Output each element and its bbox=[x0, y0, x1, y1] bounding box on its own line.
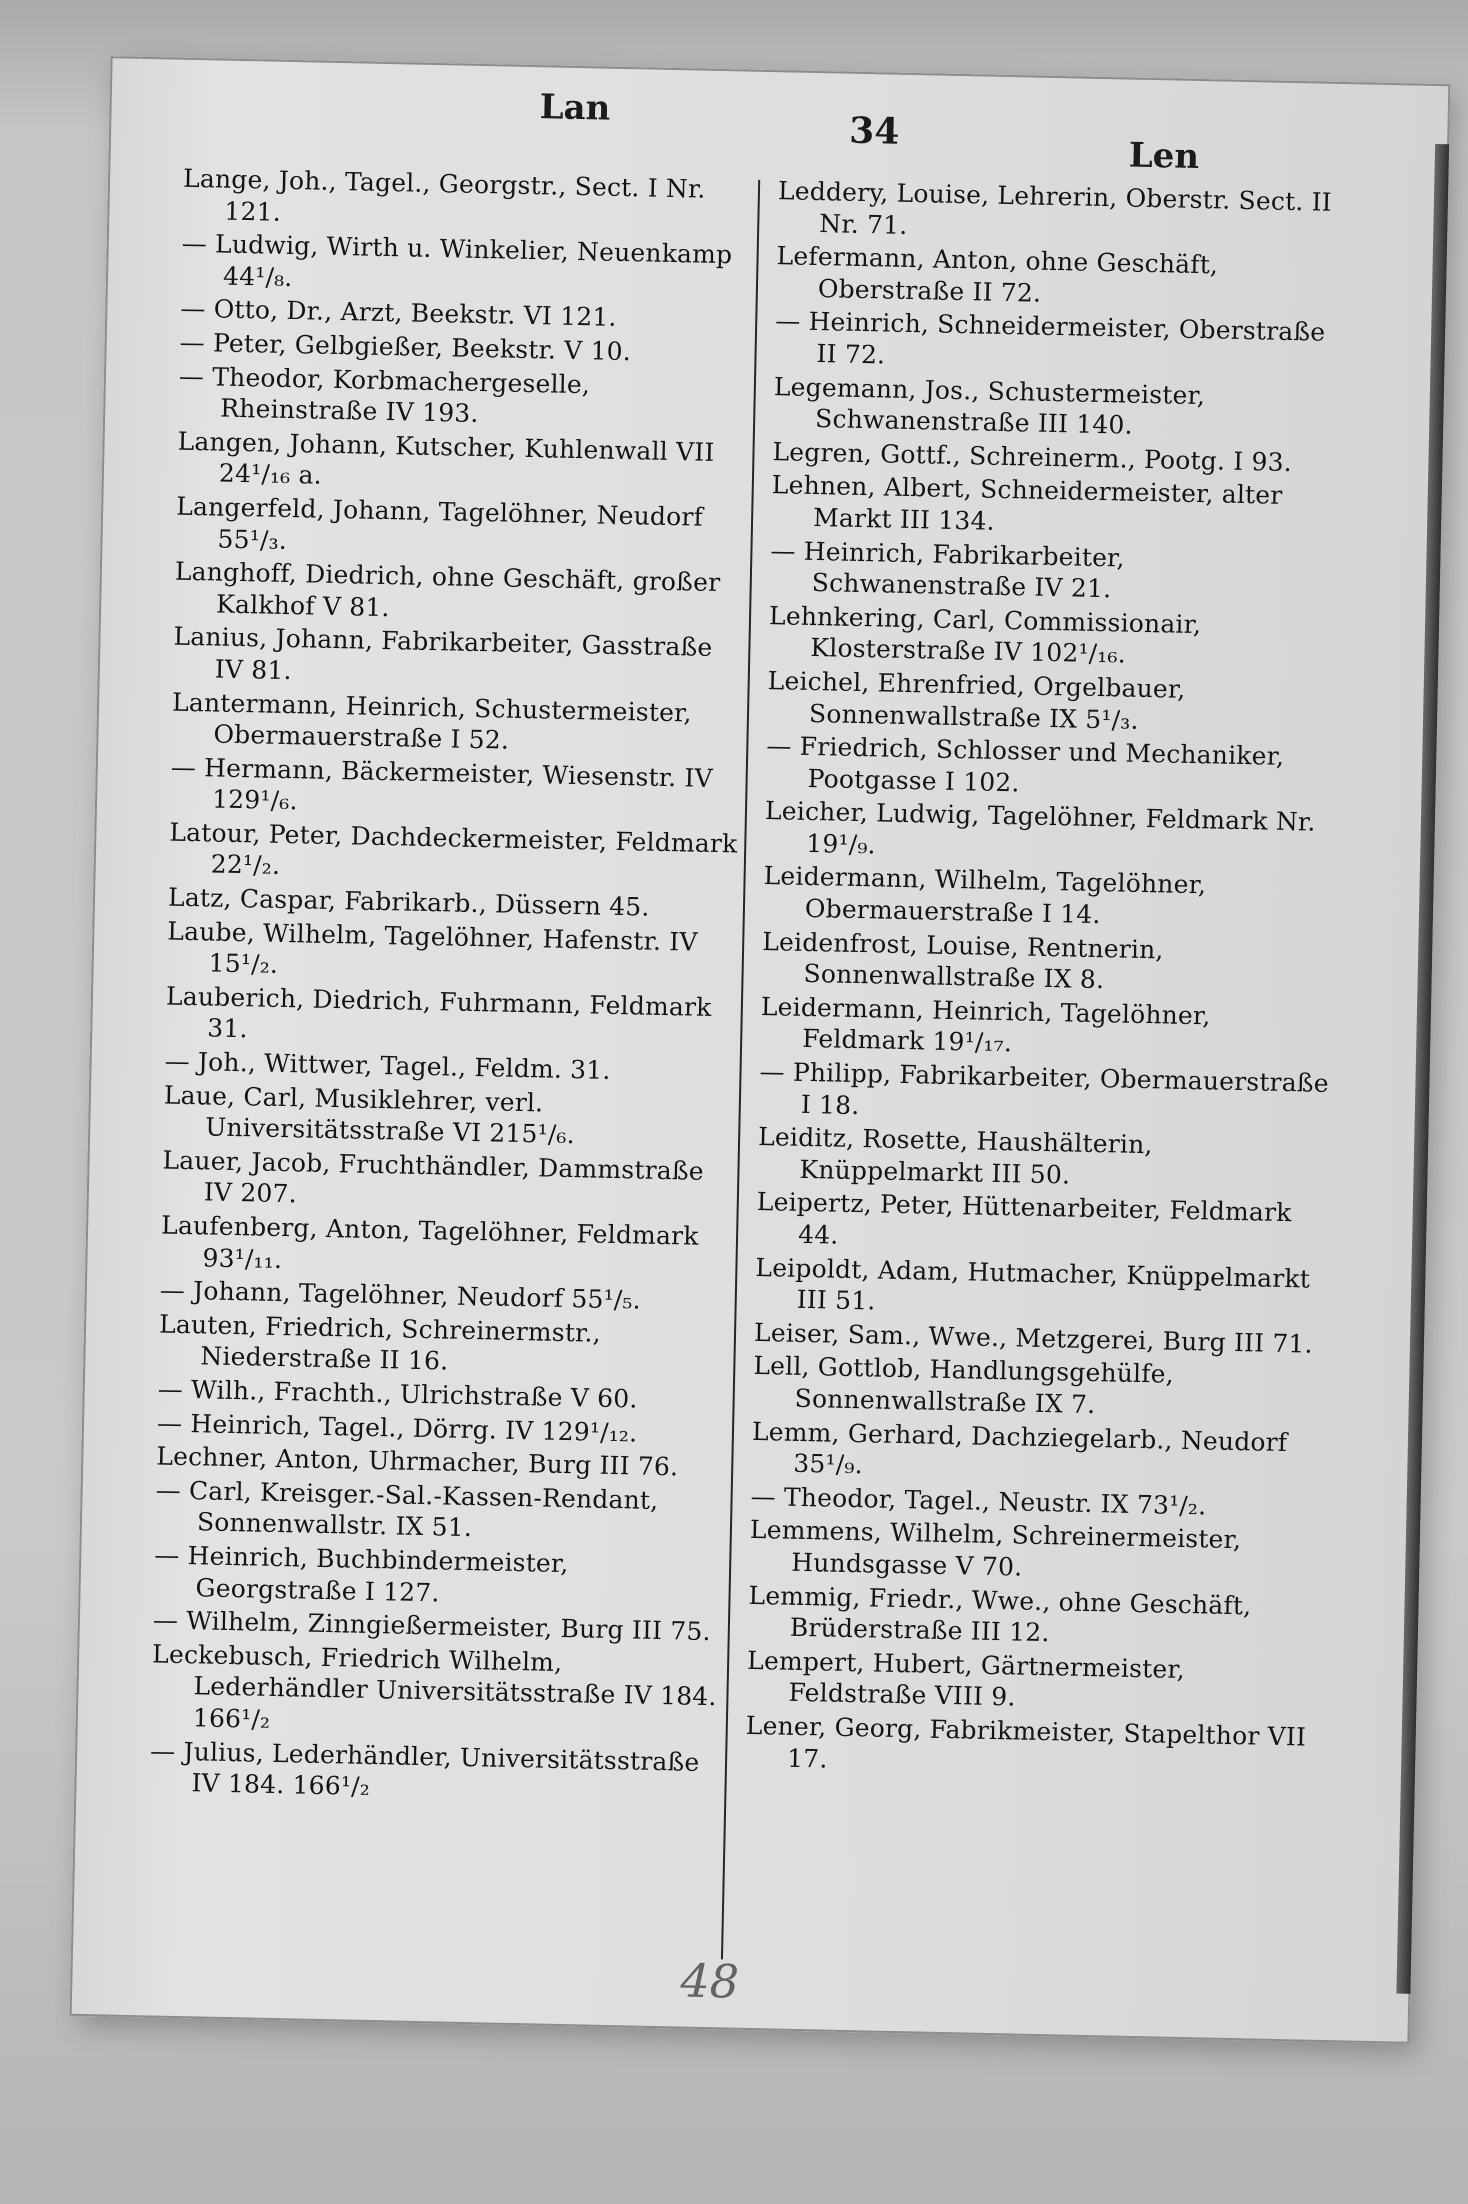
directory-entry: — Heinrich, Schneidermeister, Oberstraße II 72. bbox=[774, 306, 1326, 370]
directory-entry: Lehnkering, Carl, Commissionair, Klosterstraße IV 102¹/₁₆. bbox=[768, 600, 1202, 669]
directory-entry: Leichel, Ehrenfried, Orgelbauer, Sonnenwallstraße IX 5¹/₃. bbox=[767, 665, 1186, 735]
directory-entry: — Joh., Wittwer, Tagel., Feldm. 31. bbox=[164, 1046, 611, 1085]
directory-entry: Lechner, Anton, Uhrmacher, Burg III 76. bbox=[156, 1441, 679, 1482]
running-head-left: Lan bbox=[539, 87, 611, 129]
directory-entry: — Wilhelm, Zinngießermeister, Burg III 75. bbox=[152, 1605, 711, 1647]
directory-entry: — Julius, Lederhändler, Universitätsstraße IV 184. 166¹/₂ bbox=[149, 1735, 700, 1802]
page-edge-shadow bbox=[1396, 144, 1449, 1994]
directory-entry: — Peter, Gelbgießer, Beekstr. V 10. bbox=[179, 327, 632, 367]
directory-entry: Lemmens, Wilhelm, Schreinermeister, Hundsgasse V 70. bbox=[749, 1515, 1242, 1582]
directory-entry: Legemann, Jos., Schustermeister, Schwanenstraße III 140. bbox=[773, 371, 1206, 440]
directory-entry: Laufenberg, Anton, Tagelöhner, Feldmark 93¹/₁₁. bbox=[160, 1210, 699, 1274]
directory-entry: Laube, Wilhelm, Tagelöhner, Hafenstr. IV 15¹/₂. bbox=[167, 916, 698, 980]
directory-entry: — Philipp, Fabrikarbeiter, Obermauerstraße I 18. bbox=[759, 1057, 1330, 1120]
right-column bbox=[745, 175, 1353, 1787]
directory-entry: Lange, Joh., Tagel., Georgstr., Sect. I Nr. 121. bbox=[182, 163, 706, 227]
page-number: 34 bbox=[848, 109, 900, 153]
directory-entry: Langhoff, Diedrich, ohne Geschäft, großer Kalkhof V 81. bbox=[174, 556, 721, 622]
directory-entry: Lell, Gottlob, Handlungsgehülfe, Sonnenwallstraße IX 7. bbox=[753, 1351, 1175, 1420]
directory-entry: — Hermann, Bäckermeister, Wiesenstr. IV 129¹/₆. bbox=[170, 752, 714, 816]
directory-entry: Legren, Gottf., Schreinerm., Pootg. I 93. bbox=[772, 436, 1293, 477]
handwritten-page-mark: 48 bbox=[679, 1953, 740, 2009]
directory-entry: Langerfeld, Johann, Tagelöhner, Neudorf 55¹/₃. bbox=[175, 491, 704, 555]
directory-entry: Leddery, Louise, Lehrerin, Oberstr. Sect. II Nr. 71. bbox=[777, 176, 1333, 240]
directory-entry: Lehnen, Albert, Schneidermeister, alter Markt III 134. bbox=[771, 470, 1283, 536]
directory-entry: — Otto, Dr., Arzt, Beekstr. VI 121. bbox=[180, 294, 617, 333]
directory-entry: Lempert, Hubert, Gärtnermeister, Feldstraße VIII 9. bbox=[746, 1645, 1186, 1712]
directory-entry: Leicher, Ludwig, Tagelöhner, Feldmark Nr. 19¹/₉. bbox=[764, 796, 1316, 860]
directory-entry: Leipertz, Peter, Hüttenarbeiter, Feldmark 44. bbox=[756, 1187, 1292, 1250]
directory-entry: Leiditz, Rosette, Haushälterin, Knüppelmarkt III 50. bbox=[757, 1122, 1153, 1190]
directory-entry: Lemm, Gerhard, Dachziegelarb., Neudorf 35¹/₉. bbox=[751, 1416, 1288, 1480]
directory-entry: — Wilh., Frachth., Ulrichstraße V 60. bbox=[157, 1374, 638, 1414]
directory-entry: Lefermann, Anton, ohne Geschäft, Oberstraße II 72. bbox=[776, 241, 1219, 308]
directory-entry: — Heinrich, Fabrikarbeiter, Schwanenstraße IV 21. bbox=[770, 535, 1125, 604]
directory-entry: Lanius, Johann, Fabrikarbeiter, Gasstraße IV 81. bbox=[173, 621, 713, 686]
directory-entry: Leckebusch, Friedrich Wilhelm, Lederhändler Universitätsstraße IV 184. 166¹/₂ bbox=[151, 1639, 717, 1734]
directory-entry: Latour, Peter, Dachdeckermeister, Feldmark 22¹/₂. bbox=[169, 817, 738, 881]
directory-entry: Lemmig, Friedr., Wwe., ohne Geschäft, Brüderstraße III 12. bbox=[748, 1580, 1252, 1648]
directory-entry: Lener, Georg, Fabrikmeister, Stapelthor VII 17. bbox=[745, 1710, 1307, 1774]
directory-entry: — Heinrich, Tagel., Dörrg. IV 129¹/₁₂. bbox=[156, 1408, 638, 1448]
directory-entry: — Heinrich, Buchbindermeister, Georgstraße I 127. bbox=[153, 1540, 569, 1607]
directory-entry: Leipoldt, Adam, Hutmacher, Knüppelmarkt III 51. bbox=[755, 1252, 1311, 1316]
directory-entry: — Ludwig, Wirth u. Winkelier, Neuenkamp 44¹/₈. bbox=[181, 228, 733, 292]
directory-entry: Leidenfrost, Louise, Rentnerin, Sonnenwallstraße IX 8. bbox=[761, 926, 1164, 995]
directory-page bbox=[70, 56, 1451, 2044]
directory-entry: Latz, Caspar, Fabrikarb., Düssern 45. bbox=[167, 882, 650, 922]
running-head-right: Len bbox=[1128, 135, 1200, 177]
directory-entry: Laue, Carl, Musiklehrer, verl. Universitätsstraße VI 215¹/₆. bbox=[163, 1080, 576, 1150]
left-column bbox=[149, 163, 758, 1812]
directory-entry: Lauer, Jacob, Fruchthändler, Dammstraße IV 207. bbox=[162, 1145, 705, 1209]
directory-entry: Lantermann, Heinrich, Schustermeister, Obermauerstraße I 52. bbox=[171, 687, 692, 755]
directory-entry: Lauten, Friedrich, Schreinermstr., Niederstraße II 16. bbox=[158, 1309, 602, 1376]
directory-entry: Lauberich, Diedrich, Fuhrmann, Feldmark 31. bbox=[165, 981, 712, 1044]
directory-entry: Langen, Johann, Kutscher, Kuhlenwall VII 24¹/₁₆ a. bbox=[177, 426, 715, 491]
directory-entry: — Johann, Tagelöhner, Neudorf 55¹/₅. bbox=[159, 1275, 642, 1315]
directory-entry: Leidermann, Heinrich, Tagelöhner, Feldmark 19¹/₁₇. bbox=[760, 991, 1211, 1058]
directory-entry: — Friedrich, Schlosser und Mechaniker, Pootgasse I 102. bbox=[766, 731, 1285, 798]
directory-entry: — Carl, Kreisger.-Sal.-Kassen-Rendant, Sonnenwallstr. IX 51. bbox=[155, 1475, 659, 1543]
directory-entry: Leiser, Sam., Wwe., Metzgerei, Burg III 71. bbox=[753, 1317, 1314, 1359]
directory-entry: — Theodor, Korbmachergeselle, Rheinstraße IV 193. bbox=[178, 361, 591, 429]
directory-entry: Leidermann, Wilhelm, Tagelöhner, Obermauerstraße I 14. bbox=[763, 861, 1207, 930]
directory-entry: — Theodor, Tagel., Neustr. IX 73¹/₂. bbox=[750, 1481, 1207, 1521]
